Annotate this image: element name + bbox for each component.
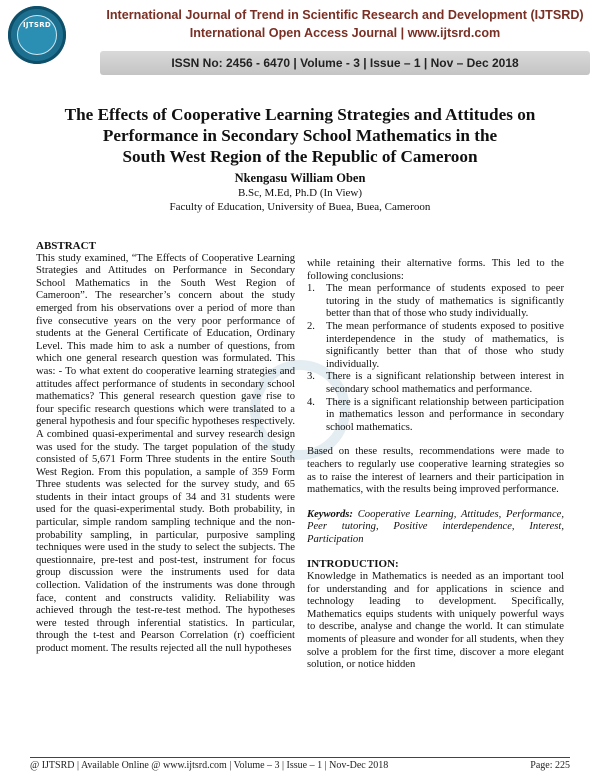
list-text: There is a significant relationship between participation in mathematics lesson and performance in secondary school mathematics. [326, 396, 564, 433]
introduction-body: Knowledge in Mathematics is needed as an important tool for understanding and for applications in science and technology leading to development. Specifically, Mathematics equips students with uniquely powerful ways to describe, analyse and change the world. It can stimulate moments of pleasure and wonder for all students, when they solve a problem for the first time, discover a more elegant solution, or notice hidden [307, 571, 564, 671]
footer-divider [30, 757, 570, 758]
journal-title: International Journal of Trend in Scientific Research and Development (IJTSRD) [106, 8, 584, 22]
list-number: 2. [307, 320, 315, 332]
list-number: 3. [307, 371, 315, 383]
issn-bar: ISSN No: 2456 - 6470 | Volume - 3 | Issue – 1 | Nov – Dec 2018 [100, 51, 590, 75]
list-text: There is a significant relationship between interest in secondary school mathematics and performance. [326, 371, 564, 395]
title-line: The Effects of Cooperative Learning Strategies and Attitudes on [64, 105, 536, 124]
author-name: Nkengasu William Oben [234, 171, 366, 185]
list-text: The mean performance of students exposed to positive interdependence in the study of mathematics, is significantly better than that of those who study individually. [326, 320, 564, 370]
author-degrees: B.Sc, M.Ed, Ph.D (In View) [237, 187, 363, 199]
recommendation-paragraph: Based on these results, recommendations were made to teachers to regularly use cooperative learning strategies so as to raise the interest of learners and their participation in mathematics, with the results being improved performance. [307, 446, 564, 496]
list-text: The mean performance of students exposed to peer tutoring in the study of mathematics is significantly better than that of those who study individually. [326, 283, 564, 320]
keywords-label: Keywords: [307, 508, 353, 520]
right-column [307, 258, 564, 672]
abstract-heading: ABSTRACT [36, 240, 96, 252]
list-number: 4. [307, 396, 315, 408]
abstract-body: This study examined, “The Effects of Cooperative Learning Strategies and Attitudes on Performance in Secondary School Mathematics in the South West Region of Cameroon”. The researcher’s concern about the study emerged from his observations over a period of more than five consecutive years on the very poor performance of students at the General Certificate of Education, Ordinary Level. This made him to ask a number of questions, from which one general research question was formulated. This was: - To what extent do cooperative learning strategies and attitudes affect performance of students in secondary school mathematics? This general research question gave rise to four specific research questions which were translated to a general hypothesis and four specific hypotheses respectively. A combined quasi-experimental and survey research design was used for the study. The target population of the study consisted of 5,671 Form Three students in the entire South West Region. From this population, a sample of 359 Form Three students was selected for the survey study, and 65 students in their intact groups of 34 and 31 students were used for the quasi-experimental study. Both probability, in particular, simple random sampling technique and the non-probability sampling, in particular, purposive sampling techniques were used in the study to select the subjects. The questionnaire, pre-test and post-test, instrument for focus group discussion were the instruments used for data collection. Validation of the instruments was done through face, content and constructs validity. Reliability was achieved through the test-re-test method. The hypotheses were tested through inferential statistics. In particular, through the t-test and Pearson Correlation (r) coefficient product moment. The results rejected all the null hypotheses [36, 252, 295, 654]
journal-subtitle: International Open Access Journal | www.ijtsrd.com [189, 26, 501, 40]
conclusions-list [307, 283, 564, 434]
paper-title [30, 104, 570, 167]
list-number: 1. [307, 283, 315, 295]
author-affiliation: Faculty of Education, University of Buea, Buea, Cameroon [169, 201, 431, 213]
logo-text: IJTSRD [22, 21, 52, 29]
list-item [307, 283, 564, 321]
left-column [36, 240, 295, 656]
list-item [307, 371, 564, 396]
abstract-continuation: while retaining their alternative forms. This led to the following conclusions: [307, 258, 564, 282]
title-line: Performance in Secondary School Mathematics in the [102, 126, 498, 145]
footer-citation: @ IJTSRD | Available Online @ www.ijtsrd.com | Volume – 3 | Issue – 1 | Nov-Dec 2018 [30, 760, 389, 771]
title-line: South West Region of the Republic of Cameroon [122, 147, 478, 166]
keywords [307, 509, 564, 547]
list-item [307, 321, 564, 371]
keywords-text: Cooperative Learning, Attitudes, Performance, Peer tutoring, Positive interdependence, Interest, Participation [307, 508, 564, 545]
list-item [307, 397, 564, 435]
page-number: Page: 225 [530, 760, 570, 771]
introduction-heading: INTRODUCTION: [307, 558, 399, 571]
journal-logo [8, 6, 66, 64]
